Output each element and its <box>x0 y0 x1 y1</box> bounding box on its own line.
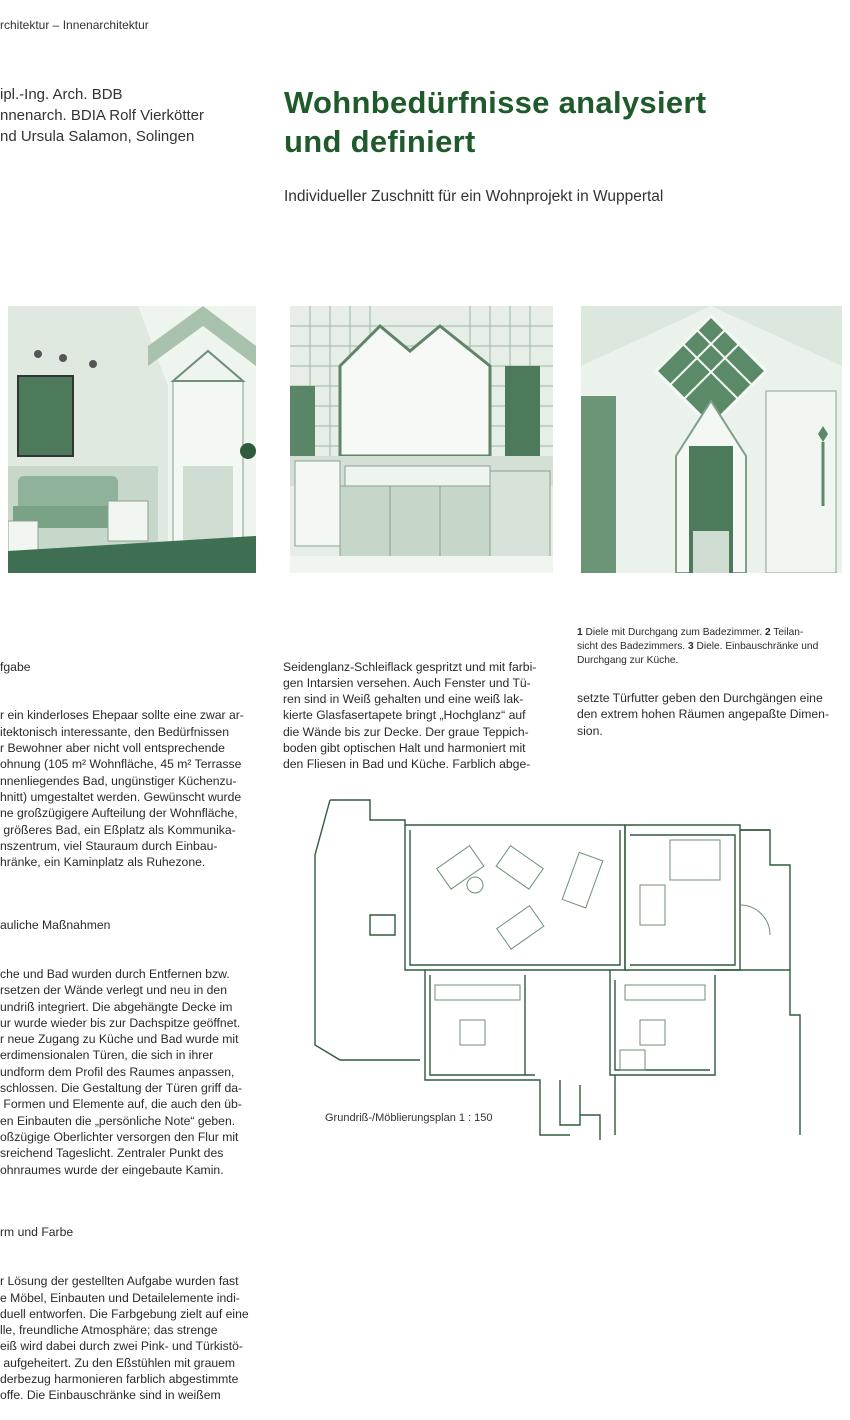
caption-text: Diele. Einbauschränke und Durchgang zur Küche. <box>577 641 819 666</box>
section-heading: rm und Farbe <box>0 1225 74 1240</box>
floor-plan <box>310 795 820 1150</box>
article-subtitle: Individueller Zuschnitt für ein Wohnprojekt in Wuppertal <box>284 188 664 205</box>
section-heading: auliche Maßnahmen <box>0 918 111 933</box>
author-block <box>0 84 250 147</box>
section-heading: fgabe <box>0 659 31 674</box>
photo-bathroom <box>290 306 553 573</box>
text-column-1 <box>0 626 262 1420</box>
photo-hall-cabinets <box>581 306 842 573</box>
body-text: setzte Türfutter geben den Durchgängen eine den extrem hohen Räumen angepaßte Dimen- sion. <box>577 691 830 738</box>
author-line: ipl.-Ing. Arch. BDB <box>0 86 123 103</box>
photo-caption <box>577 626 850 668</box>
body-text: r Lösung der gestellten Aufgabe wurden fast e Möbel, Einbauten und Detailelemente indi- duell entworfen. Die Farbgebung zielt auf eine lle, freundliche Atmosphäre; das strenge eiß wird dabei durch zwei Pink- und Türkistö- aufgeheitert. Zu den Eßstühlen mit grauem derbezug harmonieren farblich abgestimmte offe. Die Einbauschränke sind in weißem <box>0 1274 249 1403</box>
text-column-2 <box>283 626 556 789</box>
section-header: rchitektur – Innenarchitektur <box>0 18 149 32</box>
caption-text: Diele mit Durchgang zum Badezimmer. <box>582 627 765 638</box>
caption-text: Teilan- sicht des Badezimmers. <box>577 627 804 652</box>
caption-number: 1 <box>577 627 583 638</box>
title-line: Wohnbedürfnisse analysiert <box>284 85 707 120</box>
title-line: und definiert <box>284 124 476 159</box>
floor-plan-caption: Grundriß-/Möblierungsplan 1 : 150 <box>325 1112 493 1124</box>
author-line: nd Ursula Salamon, Solingen <box>0 128 195 145</box>
body-text: Seidenglanz-Schleiflack gespritzt und mit farbi- gen Intarsien versehen. Auch Fenster und Tü- ren sind in Weiß gehalten und eine weiß lak- kierte Glasfasertapete bringt „Hochglanz“ auf die Wände bis zur Decke. Der graue Teppich- boden gibt optischen Halt und harmoniert mit den Fliesen in Bad und Küche. Farblich abge- <box>283 659 537 772</box>
body-text: che und Bad wurden durch Entfernen bzw. rsetzen der Wände verlegt und neu in den undriß integriert. Die abgehängte Decke im ur wurde wieder bis zur Dachspitze geöffnet. r neue Zugang zu Küche und Bad wurde mit erdimensionalen Türen, die sich in ihrer undform dem Profil des Raumes anpassen, schlossen. Die Gestaltung der Türen griff da- Formen und Elemente auf, die auch den üb- en Einbauten die „persönliche Note“ geben. oßzügige Oberlichter versorgen den Flur mit sreichend Tageslicht. Zentraler Punkt des ohnraumes wurde der eingebaute Kamin. <box>0 966 243 1177</box>
article-title <box>284 83 844 161</box>
text-column-3 <box>577 626 850 739</box>
author-line: nnenarch. BDIA Rolf Vierkötter <box>0 107 204 124</box>
body-text: r ein kinderloses Ehepaar sollte eine zwar ar- itektonisch interessante, den Bedürfnissen r Bewohner aber nicht voll entsprechende ohnung (105 m² Wohnfläche, 45 m² Terrasse nnenliegendes Bad, ungünstiger Küchenzu- hnitt) umgestaltet werden. Gewünscht wurde ne großzügigere Aufteilung der Wohnfläche, größeres Bad, ein Eßplatz als Kommunika- nszentrum, viel Stauraum durch Einbau- hränke, ein Kaminplatz als Ruhezone. <box>0 708 244 870</box>
photo-hallway-sofa <box>8 306 256 573</box>
caption-number: 2 <box>764 627 771 638</box>
caption-number: 3 <box>687 641 694 652</box>
